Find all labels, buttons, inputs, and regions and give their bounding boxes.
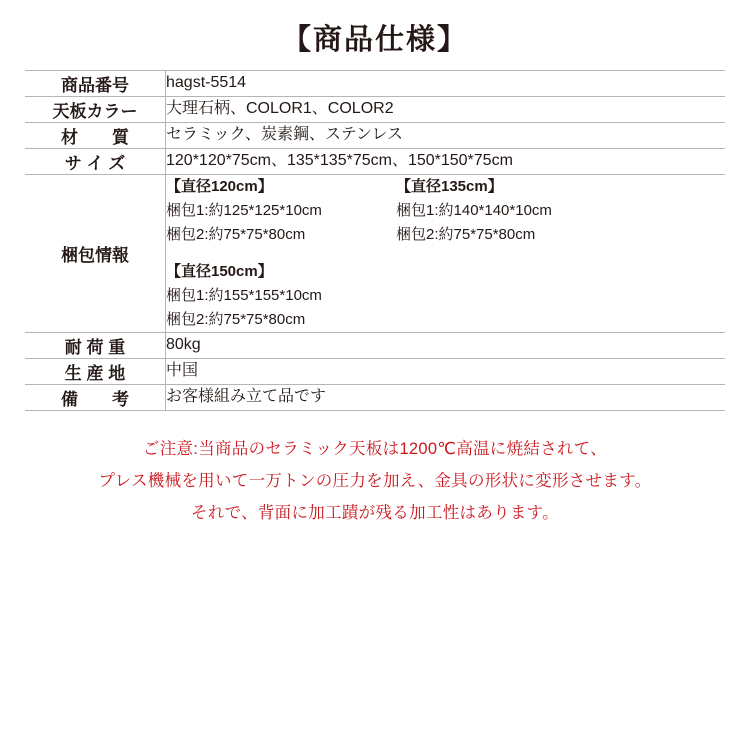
- table-row: [25, 385, 725, 411]
- spec-table: [25, 70, 725, 411]
- packaging-120-line1: 梱包1:約125*125*10cm: [166, 202, 322, 219]
- row-label: 商品番号: [25, 71, 166, 97]
- caution-notes: [0, 433, 750, 530]
- packaging-135-head: 【直径135cm】: [396, 178, 503, 195]
- packaging-details: [166, 175, 726, 333]
- caution-line-3: それで、背面に加工蹟が残る加工性はあります。: [191, 504, 559, 523]
- row-value: お客様組み立て品です: [166, 388, 327, 406]
- row-label: 材 質: [25, 123, 166, 149]
- caution-line-1: ご注意:当商品のセラミック天板は1200℃高温に焼結されて、: [142, 440, 608, 458]
- packaging-150-line1: 梱包1:約155*155*10cm: [166, 287, 322, 304]
- row-label: 耐 荷 重: [25, 333, 166, 359]
- packaging-120-head: 【直径120cm】: [166, 178, 273, 195]
- row-value: 120*120*75cm、135*135*75cm、150*150*75cm: [166, 152, 513, 170]
- packaging-150-line2: 梱包2:約75*75*80cm: [166, 311, 306, 328]
- row-value: hagst-5514: [166, 74, 247, 92]
- page-title: 【商品仕様】: [281, 24, 468, 56]
- packaging-120-line2: 梱包2:約75*75*80cm: [166, 226, 306, 243]
- row-label: 梱包情報: [25, 175, 166, 333]
- caution-line-2: プレス機械を用いて一万トンの圧力を加え、金具の形状に変形させます。: [98, 472, 652, 491]
- row-label: 備 考: [25, 385, 166, 411]
- row-value: 80kg: [166, 336, 201, 354]
- table-row: [25, 149, 725, 175]
- row-value: 中国: [166, 362, 199, 380]
- row-label: サ イ ズ: [25, 149, 166, 175]
- row-label: 生 産 地: [25, 359, 166, 385]
- table-row: [25, 97, 725, 123]
- row-value: 大理石柄、COLOR1、COLOR2: [166, 100, 394, 118]
- table-row: [25, 123, 725, 149]
- table-row: [25, 333, 725, 359]
- table-row-packaging: [25, 175, 725, 333]
- table-row: [25, 71, 725, 97]
- table-row: [25, 359, 725, 385]
- packaging-135-line2: 梱包2:約75*75*80cm: [396, 226, 536, 243]
- packaging-135-line1: 梱包1:約140*140*10cm: [396, 202, 552, 219]
- row-value: セラミック、炭素鋼、ステンレス: [166, 126, 404, 144]
- row-label: 天板カラー: [25, 97, 166, 123]
- packaging-150-head: 【直径150cm】: [166, 263, 273, 280]
